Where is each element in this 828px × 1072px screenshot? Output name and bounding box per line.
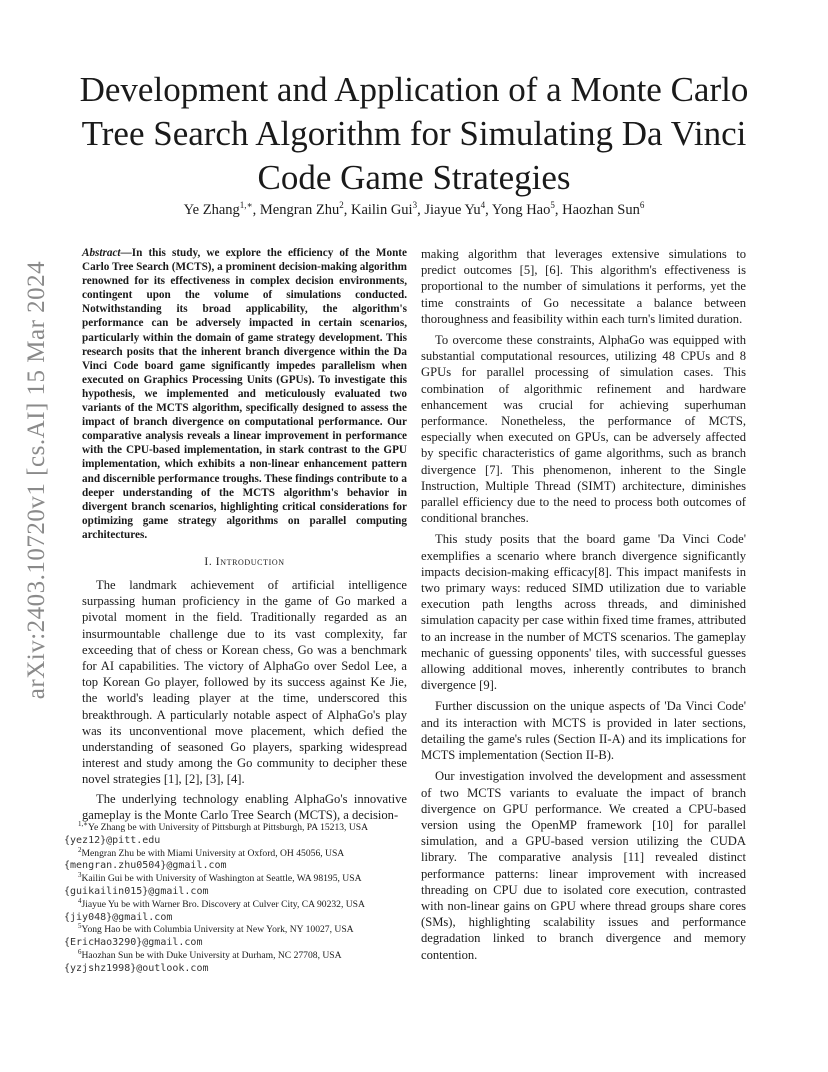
footnote-mark: 1,∗	[78, 819, 89, 828]
footnotes	[64, 819, 407, 976]
footnote	[64, 873, 407, 899]
title-line-1: Development and Application of a Monte Carlo	[79, 70, 749, 109]
author-affiliation-mark: 3	[412, 200, 418, 211]
right-column	[421, 246, 746, 963]
body-paragraph: This study posits that the board game 'Da Vinci Code' exemplifies a scenario where branch divergence significantly impacts decision-making efficacy[8]. This impact manifests in two primary ways: reduced SIMD utilization due to variable execution path lengths across threads, and diminished simulation capacity per case within fixed time frames, attributed to an increase in the number of MCTS scenarios. The gameplay mechanic of guessing opponents' tiles, with successful guesses allowing additional moves, inherently contributes to branch divergence [9].	[421, 532, 746, 693]
footnote	[64, 845, 407, 874]
author-affiliation-mark: 2	[339, 200, 344, 211]
author-list: Ye Zhang$^{1,∗}$, Mengran Zhu$^2$, Kailin Gui$^3$, Jiayue Yu$^4$, Yong Hao$^5$, Haozhan Sun$^6$	[183, 200, 645, 218]
footnote-mark: 3	[78, 871, 82, 879]
footnote	[64, 947, 407, 976]
footnote-mark: 5	[78, 922, 82, 931]
title-line-3: Code Game Strategies	[257, 158, 571, 197]
abstract	[82, 246, 407, 542]
footnote-text: Yong Hao be with Columbia University at New York, NY 10027, USA	[81, 924, 354, 936]
author-name: Ye Zhang	[183, 202, 240, 218]
author-name: Haozhan Sun	[562, 202, 640, 218]
section-heading-introduction: I. Introduction	[204, 555, 285, 568]
body-paragraph: The underlying technology enabling AlphaGo's innovative gameplay is the Monte Carlo Tree Search (MCTS), a decision-	[82, 791, 407, 822]
body-paragraph: The landmark achievement of artificial intelligence surpassing human proficiency in the game of Go marked a pivotal moment in the field. Traditionally regarded as an insurmountable challenge due to its vast complexity, far exceeding that of chess or Korean chess, Go was a benchmark for AI capabilities. The victory of AlphaGo over Sedol Lee, a top Korean Go player, followed by its success against Ke Jie, the world's leading player at the time, underscored this breakthrough. A particularly notable aspect of AlphaGo's play was its unconventional move placement, which defied the understanding of seasoned Go players, sparking widespread interest and study among the Go community to decipher these novel strategies [1], [2], [3], [4].	[82, 577, 407, 787]
author-name: Yong Hao	[491, 202, 551, 218]
left-column	[82, 246, 407, 823]
title-line-2: Tree Search Algorithm for Simulating Da Vinci	[81, 114, 747, 153]
footnote-text: Haozhan Sun be with Duke University at Durham, NC 27708, USA	[81, 949, 342, 961]
author-affiliation-mark: 1,∗	[239, 200, 253, 211]
footnote-mark: 6	[78, 947, 82, 956]
footnote-email: {mengran.zhu0504}@gmail.com	[64, 860, 227, 872]
footnote-email: {jiy048}@gmail.com	[64, 911, 173, 923]
author-affiliation-mark: 5	[550, 200, 555, 211]
footnote-text: Kailin Gui be with University of Washington at Seattle, WA 98195, USA	[81, 873, 362, 885]
body-paragraph: Further discussion on the unique aspects of 'Da Vinci Code' and its interaction with MCTS is provided in later sections, detailing the game's rules (Section II-A) and its implications for MCTS implementation (Section II-B).	[421, 699, 746, 763]
footnote-email: {EricHao3290}@gmail.com	[64, 937, 203, 949]
abstract-text: —In this study, we explore the efficiency of the Monte Carlo Tree Search (MCTS), a prominent decision-making algorithm renowned for its effectiveness in complex decision environments, contingent upon the volume of simulations conducted. Notwithstanding its broad applicability, the algorithm's performance can be adversely impacted in certain scenarios, particularly within the domain of game strategy development. This research posits that the inherent branch divergence within the Da Vinci Code board game significantly impedes parallelism when executed on Graphics Processing Units (GPUs). To investigate this hypothesis, we implemented and meticulously evaluated two variants of the MCTS algorithm, specifically designed to assess the impact of branch divergence on computational performance. Our comparative analysis reveals a linear improvement in performance with the CPU-based implementation, in stark contrast to the GPU implementation, which exhibits a non-linear enhancement pattern and discernible performance troughs. These findings contribute to a deeper understanding of the MCTS algorithm's behavior in divergent branch scenarios, highlighting critical considerations for optimizing game strategy algorithms on parallel computing architectures.	[82, 247, 407, 541]
author-affiliation-mark: 4	[480, 200, 486, 211]
author-name: Kailin Gui	[350, 202, 413, 218]
footnote-mark: 2	[78, 845, 82, 854]
author-name: Mengran Zhu	[259, 202, 340, 218]
body-paragraph: making algorithm that leverages extensive simulations to predict outcomes [5], [6]. This algorithm's effectiveness is proportional to the number of simulations it performs, yet the time constraints of Go necessitate a balance between thoroughness and feasibility within each turn's limited duration.	[421, 247, 746, 326]
footnote-mark: 4	[78, 896, 82, 905]
arxiv-identifier-sidebar: arXiv:2403.10720v1 [cs.AI] 15 Mar 2024	[23, 260, 50, 700]
abstract-label: Abstract	[82, 247, 121, 259]
footnote-text: Mengran Zhu be with Miami University at Oxford, OH 45056, USA	[81, 847, 345, 859]
body-paragraph: To overcome these constraints, AlphaGo was equipped with substantial computational resources, utilizing 48 CPUs and 8 GPUs for parallel processing of simulation cases. This combination of algorithmic refinement and hardware enhancement was crucial for achieving superhuman performance. Nonetheless, the performance of MCTS, especially when executed on GPUs, can be adversely affected by specific characteristics of game algorithms, such as branch divergence [7]. This phenomenon, inherent to the Single Instruction, Multiple Thread (SIMT) architecture, diminishes parallel efficiency due to the need to process both outcomes of conditional branches.	[421, 333, 746, 526]
footnote-email: {yez12}@pitt.edu	[64, 834, 161, 846]
footnote-email: {guikailin015}@gmail.com	[64, 885, 209, 897]
footnote	[64, 819, 407, 848]
paper-title	[60, 68, 768, 200]
author-name: Jiayue Yu	[424, 202, 481, 218]
author-affiliation-mark: 6	[639, 200, 645, 211]
footnote-text: Jiayue Yu be with Warner Bro. Discovery at Culver City, CA 90232, USA	[81, 898, 365, 910]
footnote-text: Ye Zhang be with University of Pittsburgh at Pittsburgh, PA 15213, USA	[88, 822, 369, 833]
footnote	[64, 924, 407, 950]
body-paragraph: Our investigation involved the development and assessment of two MCTS variants to evaluate the impact of branch divergence on GPU performance. We created a CPU-based version using the OpenMP framework [10] for parallel simulation, and a GPU-based version utilizing the CUDA library. The comparative analysis [11] revealed distinct performance patterns: linear improvement with increased threading on CPU due to isolated core execution, contrasted with non-linear gains on GPU where thread groups share cores (SMs), highlighting scalability issues and performance degradation linked to branch divergence and memory contention.	[421, 769, 746, 962]
footnote	[64, 896, 407, 925]
footnote-email: {yzjshz1998}@outlook.com	[64, 962, 209, 974]
